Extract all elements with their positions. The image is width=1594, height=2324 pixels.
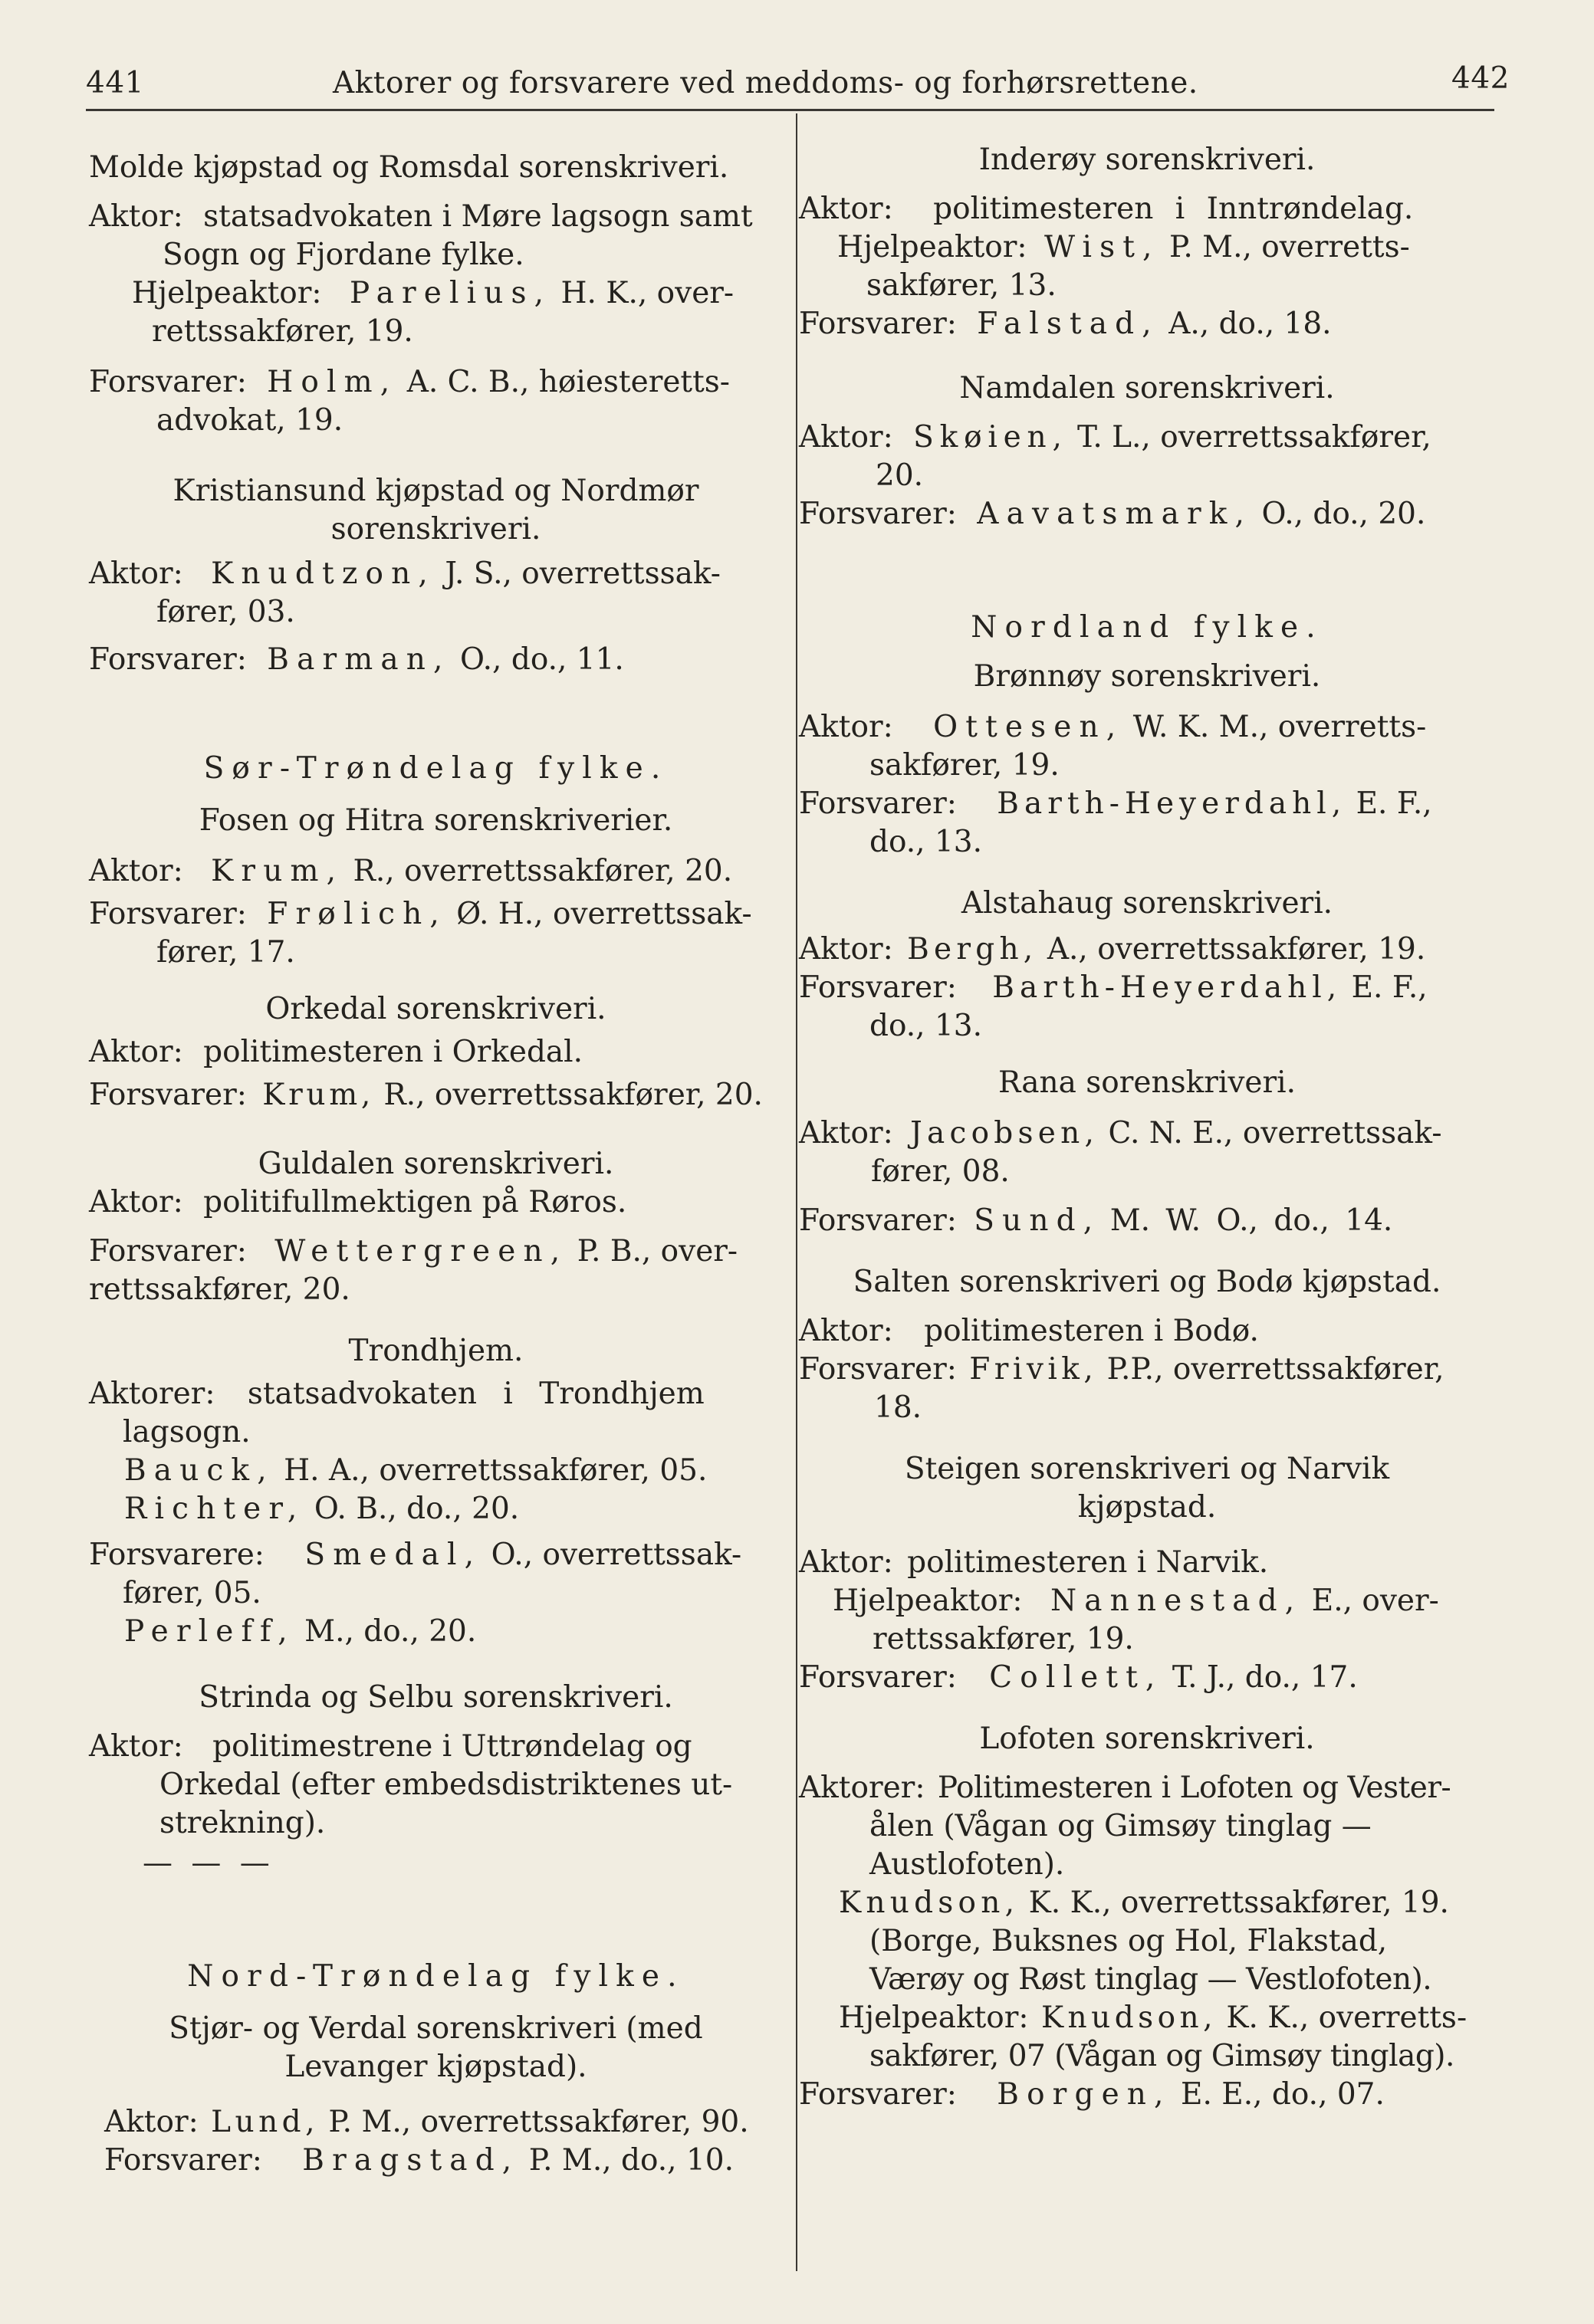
entry-label: Hjelpeaktor: xyxy=(837,230,1027,264)
entry-continuation: Sogn og Fjordane fylke. xyxy=(163,238,524,272)
entry-name: Frølich, xyxy=(267,897,447,931)
entry-continuation: (Borge, Buksnes og Hol, Flakstad, xyxy=(869,1924,1388,1958)
entry-text: O., do., 11. xyxy=(459,642,624,677)
section-kristiansund xyxy=(89,472,783,679)
entry-label: Forsvarer: xyxy=(799,497,957,531)
section-lofoten xyxy=(799,1720,1495,2114)
forsvarer-entry xyxy=(799,305,1495,343)
aktor-entry xyxy=(89,198,783,236)
entry-text: Politimesteren i Lofoten og Vester- xyxy=(937,1771,1451,1805)
aktor-person xyxy=(89,1490,783,1528)
entry-name: Nannestad, xyxy=(1050,1584,1303,1618)
entry-label: Aktor: xyxy=(799,420,893,455)
entry-continuation: lagsogn. xyxy=(123,1415,251,1449)
entry-text: O. B., do., 20. xyxy=(314,1492,520,1526)
entry-name: Bergh, xyxy=(907,932,1038,967)
entry-text: T. L., overrettssakfører, xyxy=(1077,420,1431,455)
aktor-person xyxy=(89,1452,783,1490)
entry-name: Barman, xyxy=(267,642,451,677)
section-separator: — — — xyxy=(143,1846,274,1880)
hjelpeaktor-entry xyxy=(89,274,783,313)
aktorer-entry xyxy=(799,1769,1495,1807)
entry-text: politimesteren i Narvik. xyxy=(907,1545,1269,1580)
entry-label: Forsvarer: xyxy=(89,1234,247,1269)
section-sor-trondelag xyxy=(89,750,783,788)
county-heading: Nordland fylke. xyxy=(971,610,1323,645)
entry-text: P. M., do., 10. xyxy=(528,2143,734,2178)
forsvarer-entry xyxy=(799,969,1495,1007)
running-header xyxy=(86,57,1510,107)
section-nord-trondelag xyxy=(89,1958,783,1996)
running-title: Aktorer og forsvarere ved meddoms- og forhørsrettene. xyxy=(333,66,1198,100)
entry-label: Forsvarer: xyxy=(799,2077,957,2112)
entry-label: Aktor: xyxy=(89,199,183,234)
aktor-entry xyxy=(89,1728,783,1766)
entry-name: Barth-Heyerdahl, xyxy=(992,970,1343,1005)
entry-label: Forsvarer: xyxy=(799,1203,957,1238)
entry-label: Hjelpeaktor: xyxy=(839,2001,1029,2035)
page-number-left: 441 xyxy=(86,66,144,100)
entry-label: Aktor: xyxy=(104,2105,199,2139)
entry-continuation: sakfører, 13. xyxy=(866,268,1057,303)
entry-text: A., do., 18. xyxy=(1168,307,1332,341)
entry-text: H. A., overrettssakfører, 05. xyxy=(284,1453,708,1488)
forsvarer-person xyxy=(89,1613,783,1651)
aktor-entry xyxy=(89,852,783,891)
entry-name: Wist, xyxy=(1043,230,1160,264)
aktor-entry xyxy=(799,1544,1495,1582)
section-heading: Guldalen sorenskriveri. xyxy=(258,1147,614,1181)
entry-name: Aavatsmark, xyxy=(977,497,1253,531)
entry-label: Aktor: xyxy=(799,192,893,226)
entry-name: Skøien, xyxy=(913,420,1068,455)
entry-name: Perleff, xyxy=(124,1614,295,1649)
page-number-right: 442 xyxy=(1451,61,1510,96)
entry-text: politimesteren i Inntrøndelag. xyxy=(933,192,1414,226)
entry-label: Hjelpeaktor: xyxy=(132,276,322,310)
entry-label: Aktor: xyxy=(89,854,183,888)
entry-text: K. K., overrettssakfører, 19. xyxy=(1028,1886,1449,1920)
entry-text: T. J., do., 17. xyxy=(1172,1660,1358,1695)
section-rana xyxy=(799,1064,1495,1240)
section-heading: Inderøy sorenskriveri. xyxy=(978,143,1316,177)
entry-text: O., do., 20. xyxy=(1261,497,1426,531)
forsvarer-entry xyxy=(799,495,1495,533)
entry-text: J. S., overrettssak- xyxy=(445,556,721,591)
entry-label: Aktor: xyxy=(799,1116,893,1151)
entry-name: Smedal, xyxy=(304,1538,482,1572)
section-heading: Molde kjøpstad og Romsdal sorenskriveri. xyxy=(89,150,729,185)
aktor-entry xyxy=(89,1033,783,1072)
entry-label: Aktor: xyxy=(89,1729,183,1764)
aktor-entry xyxy=(799,1312,1495,1351)
entry-label: Aktorer: xyxy=(799,1771,925,1805)
entry-label: Forsvarer: xyxy=(799,307,957,341)
section-heading: Salten sorenskriveri og Bodø kjøpstad. xyxy=(853,1265,1441,1299)
section-heading: Fosen og Hitra sorenskriverier. xyxy=(199,803,673,838)
section-namdalen xyxy=(799,369,1495,533)
entry-name: Barth-Heyerdahl, xyxy=(997,786,1347,821)
entry-continuation: sakfører, 07 (Vågan og Gimsøy tinglag). xyxy=(869,2039,1454,2073)
section-orkedal xyxy=(89,990,783,1114)
entry-text: W. K. M., overretts- xyxy=(1132,710,1427,744)
section-heading: Lofoten sorenskriveri. xyxy=(979,1722,1315,1756)
entry-label: Aktor: xyxy=(89,1035,183,1069)
section-heading-cont: sorenskriveri. xyxy=(330,512,541,547)
entry-label: Aktor: xyxy=(799,1545,893,1580)
section-heading: Steigen sorenskriveri og Narvik xyxy=(904,1452,1390,1486)
section-heading: Kristiansund kjøpstad og Nordmør xyxy=(173,474,699,508)
entry-label: Forsvarer: xyxy=(89,642,247,677)
entry-label: Forsvarer: xyxy=(799,1352,957,1387)
entry-name: Jacobsen, xyxy=(910,1116,1099,1151)
entry-name: Ottesen, xyxy=(933,710,1124,744)
entry-continuation: Austlofoten). xyxy=(869,1847,1065,1882)
entry-continuation: fører, 03. xyxy=(156,595,295,629)
entry-continuation: fører, 05. xyxy=(123,1576,261,1610)
section-heading-cont: kjøpstad. xyxy=(1077,1490,1217,1525)
entry-continuation: Værøy og Røst tinglag — Vestlofoten). xyxy=(869,1962,1432,1997)
entry-text: politimestrene i Uttrøndelag og xyxy=(212,1729,692,1764)
entry-label: Aktor: xyxy=(799,710,893,744)
section-alstahaug xyxy=(799,885,1495,1045)
header-rule xyxy=(86,109,1494,111)
entry-name: Knudson, xyxy=(839,1886,1020,1920)
forsvarer-entry xyxy=(89,2142,783,2180)
entry-label: Aktor: xyxy=(89,1185,183,1219)
section-trondhjem xyxy=(89,1332,783,1651)
entry-label: Forsvarer: xyxy=(89,365,247,399)
hjelpeaktor-entry xyxy=(799,1999,1495,2037)
entry-label: Forsvarer: xyxy=(799,786,957,821)
entry-text: P.P., overrettssakfører, xyxy=(1106,1352,1444,1387)
entry-name: Sund, xyxy=(974,1203,1101,1238)
forsvarer-entry xyxy=(89,1233,783,1271)
entry-text: politimesteren i Orkedal. xyxy=(203,1035,583,1069)
entry-name: Frivik, xyxy=(969,1352,1098,1387)
entry-label: Aktor: xyxy=(799,1314,893,1348)
hjelpeaktor-entry xyxy=(799,228,1495,267)
entry-text: A., overrettssakfører, 19. xyxy=(1047,932,1426,967)
entry-continuation: do., 13. xyxy=(869,1009,982,1043)
entry-text: K. K., overretts- xyxy=(1226,2001,1467,2035)
entry-name: Borgen, xyxy=(997,2077,1172,2112)
entry-text: A. C. B., høiesteretts- xyxy=(406,365,730,399)
entry-name: Parelius, xyxy=(349,276,552,310)
aktorer-entry xyxy=(89,1375,783,1413)
entry-label: Forsvarer: xyxy=(89,1078,247,1112)
forsvarer-entry xyxy=(89,895,783,934)
entry-text: M., do., 20. xyxy=(304,1614,477,1649)
section-strinda xyxy=(89,1679,783,1883)
entry-text: E. F., xyxy=(1356,786,1432,821)
forsvarer-entry xyxy=(89,363,783,402)
entry-text: P. M., overretts- xyxy=(1169,230,1410,264)
county-heading: Nord-Trøndelag fylke. xyxy=(187,1959,685,1994)
entry-continuation: do., 13. xyxy=(869,825,982,859)
aktor-entry xyxy=(89,555,783,593)
forsvarer-entry xyxy=(799,1202,1495,1240)
section-stjor xyxy=(89,2010,783,2180)
entry-text: R., overrettssakfører, 20. xyxy=(353,854,733,888)
aktor-person xyxy=(799,1884,1495,1922)
entry-continuation: fører, 08. xyxy=(871,1154,1010,1189)
forsvarer-entry xyxy=(89,641,783,679)
entry-name: Krum, xyxy=(262,1078,374,1112)
section-heading: Namdalen sorenskriveri. xyxy=(959,371,1335,405)
entry-text: R., overrettssakfører, 20. xyxy=(383,1078,763,1112)
aktor-entry xyxy=(799,931,1495,969)
entry-text: O., overrettssak- xyxy=(491,1538,742,1572)
aktor-entry xyxy=(799,419,1495,457)
section-molde xyxy=(89,149,783,440)
section-heading: Rana sorenskriveri. xyxy=(997,1065,1296,1100)
entry-name: Bauck, xyxy=(124,1453,274,1488)
entry-label: Aktor: xyxy=(89,556,183,591)
section-steigen xyxy=(799,1450,1495,1697)
aktor-entry xyxy=(799,708,1495,747)
forsvarer-entry xyxy=(89,1076,783,1114)
entry-text: P. B., over- xyxy=(577,1234,738,1269)
entry-name: Wettergreen, xyxy=(274,1234,568,1269)
entry-continuation: advokat, 19. xyxy=(156,403,343,438)
entry-continuation: Orkedal (efter embedsdistriktenes ut- xyxy=(159,1768,733,1802)
forsvarer-entry xyxy=(799,2076,1495,2114)
entry-text: politifullmektigen på Røros. xyxy=(203,1185,627,1219)
entry-continuation: rettssakfører, 19. xyxy=(152,314,413,349)
entry-name: Collett, xyxy=(989,1660,1163,1695)
forsvarer-entry xyxy=(799,785,1495,823)
section-bronnoy xyxy=(799,658,1495,862)
hjelpeaktor-entry xyxy=(799,1582,1495,1620)
entry-name: Krum, xyxy=(211,854,344,888)
entry-text: statsadvokaten i Trondhjem xyxy=(247,1377,705,1411)
forsvarer-entry xyxy=(799,1351,1495,1389)
section-fosen xyxy=(89,802,783,972)
entry-continuation: ålen (Vågan og Gimsøy tinglag — xyxy=(869,1809,1372,1843)
section-heading: Brønnøy sorenskriveri. xyxy=(973,659,1321,694)
section-heading: Trondhjem. xyxy=(348,1334,524,1368)
entry-text: politimesteren i Bodø. xyxy=(924,1314,1259,1348)
section-inderoy xyxy=(799,141,1495,343)
entry-name: Knudtzon, xyxy=(211,556,435,591)
entry-name: Holm, xyxy=(267,365,398,399)
entry-text: C. N. E., overrettssak- xyxy=(1108,1116,1442,1151)
entry-label: Forsvarer: xyxy=(104,2143,262,2178)
section-nordland xyxy=(799,609,1495,647)
entry-label: Hjelpeaktor: xyxy=(833,1584,1023,1618)
entry-text: M. W. O., do., 14. xyxy=(1109,1203,1393,1238)
entry-text: H. K., over- xyxy=(560,276,735,310)
section-salten xyxy=(799,1263,1495,1427)
entry-label: Forsvarer: xyxy=(799,970,957,1005)
entry-text: E. F., xyxy=(1351,970,1428,1005)
entry-continuation: 18. xyxy=(874,1390,922,1425)
entry-text: P. M., overrettssakfører, 90. xyxy=(328,2105,749,2139)
entry-name: Lund, xyxy=(211,2105,319,2139)
entry-text: Ø. H., overrettssak- xyxy=(456,897,752,931)
section-heading-cont: Levanger kjøpstad). xyxy=(284,2050,587,2084)
section-guldalen xyxy=(89,1145,783,1309)
aktor-entry xyxy=(89,2103,783,2142)
forsvarer-entry xyxy=(799,1659,1495,1697)
entry-label: Aktorer: xyxy=(89,1377,215,1411)
column-divider xyxy=(796,113,797,2271)
entry-text: statsadvokaten i Møre lagsogn samt xyxy=(203,199,753,234)
entry-continuation: rettssakfører, 20. xyxy=(89,1272,350,1307)
aktor-entry xyxy=(89,1183,783,1222)
entry-label: Forsvarere: xyxy=(89,1538,265,1572)
entry-name: Richter, xyxy=(124,1492,305,1526)
county-heading: Sør-Trøndelag fylke. xyxy=(203,751,669,786)
entry-continuation: rettssakfører, 19. xyxy=(873,1622,1134,1656)
entry-text: E. E., do., 07. xyxy=(1181,2077,1385,2112)
entry-continuation: 20. xyxy=(876,458,924,493)
forsvarere-entry xyxy=(89,1536,783,1574)
entry-label: Aktor: xyxy=(799,932,893,967)
right-column xyxy=(799,143,1495,2114)
section-heading: Strinda og Selbu sorenskriveri. xyxy=(199,1680,673,1715)
section-heading: Alstahaug sorenskriveri. xyxy=(961,886,1333,921)
aktor-entry xyxy=(799,190,1495,228)
aktor-entry xyxy=(799,1114,1495,1153)
entry-continuation: fører, 17. xyxy=(156,935,295,970)
entry-label: Forsvarer: xyxy=(799,1660,957,1695)
section-heading: Orkedal sorenskriveri. xyxy=(265,992,606,1026)
entry-name: Bragstad, xyxy=(302,2143,520,2178)
left-column xyxy=(89,146,783,2180)
entry-label: Forsvarer: xyxy=(89,897,247,931)
entry-continuation: sakfører, 19. xyxy=(869,748,1060,783)
entry-continuation: strekning). xyxy=(159,1806,326,1840)
entry-name: Knudson, xyxy=(1040,2001,1217,2035)
entry-name: Falstad, xyxy=(977,307,1159,341)
entry-text: E., over- xyxy=(1311,1584,1439,1618)
section-heading: Stjør- og Verdal sorenskriveri (med xyxy=(169,2011,703,2046)
